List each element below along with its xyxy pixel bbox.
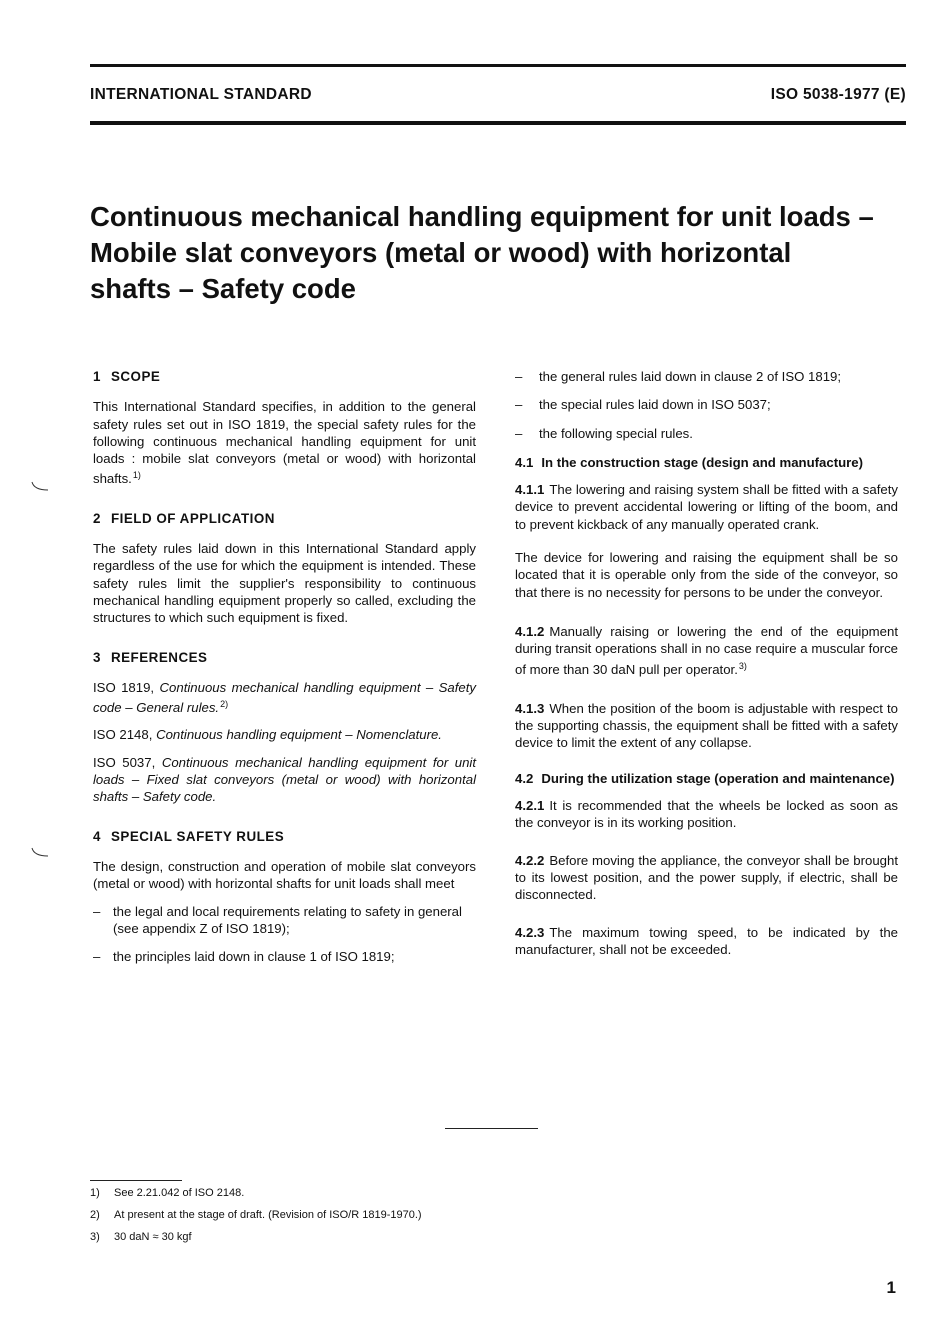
- footnote-text: 30 daN ≈ 30 kgf: [114, 1231, 192, 1243]
- clause-text: The lowering and raising system shall be fitted with a safety device to prevent accidental lowering or lifting of the boom, and to prevent kickback of any manually operated crank.: [515, 482, 898, 532]
- list-item: – the general rules laid down in clause 2 of ISO 1819;: [515, 368, 898, 385]
- section-title: REFERENCES: [110, 649, 208, 665]
- clause-number: 4.2.1: [515, 798, 545, 814]
- clause-text: It is recommended that the wheels be locked as soon as the conveyor is in its working position.: [515, 798, 898, 831]
- standard-number: ISO 5038-1977 (E): [770, 86, 906, 103]
- footnotes: [90, 1186, 422, 1252]
- clause-text: When the position of the boom is adjustable with respect to the supporting chassis, the equipment shall be fitted with a safety device to limit the extent of any collapse.: [515, 700, 898, 751]
- section-heading-field: [93, 510, 476, 527]
- clause-number: 4.2.2: [515, 852, 545, 868]
- clause-4-2-3: [515, 924, 898, 959]
- reference-title: Continuous mechanical handling equipment for unit loads – Fixed slat conveyors (metal or wood) with horizontal shafts – Safety code.: [93, 754, 477, 805]
- section-number: 1: [93, 369, 101, 384]
- section-heading-scope: [93, 368, 476, 385]
- subsection-title: During the utilization stage (operation and maintenance): [541, 770, 895, 786]
- list-item: – the special rules laid down in ISO 5037;: [515, 396, 898, 413]
- margin-mark: [30, 480, 50, 492]
- section-title: SPECIAL SAFETY RULES: [110, 828, 285, 844]
- clause-4-1-1: [515, 481, 898, 533]
- subsection-heading-utilization: [515, 770, 898, 787]
- end-separator: [445, 1128, 538, 1129]
- footnote-rule: [90, 1180, 182, 1181]
- section-heading-special: [93, 828, 476, 845]
- footnote-number: 2): [90, 1209, 100, 1221]
- footnote-text: At present at the stage of draft. (Revision of ISO/R 1819-1970.): [114, 1209, 422, 1221]
- page-number: 1: [886, 1278, 896, 1297]
- subsection-title: In the construction stage (design and manufacture): [541, 454, 864, 470]
- list-item: – the following special rules.: [515, 425, 898, 442]
- clause-text: Before moving the appliance, the conveyor shall be brought to its lowest position, and the power supply, if electric, shall be disconnected.: [515, 852, 898, 903]
- clause-number: 4.2.3: [515, 924, 545, 940]
- title-line-3: shafts – Safety code: [90, 273, 356, 304]
- footnote-number: 1): [90, 1187, 100, 1199]
- clause-number: 4.1.2: [515, 623, 545, 639]
- scope-text: This International Standard specifies, in addition to the general safety rules set out in ISO 1819, the special safety rules for the following continuous mechanical handling equipment for unit loads : mobile slat conveyors (metal or wood) with horizontal shafts.: [93, 399, 476, 487]
- title-line-1: Continuous mechanical handling equipment for unit loads –: [90, 201, 874, 232]
- field-paragraph: The safety rules laid down in this International Standard apply regardless of the use for which the equipment is intended. These safety rules limit the supplier's responsibility to continuous mechanical handling equipment properly so called, excluding the structures to which such equipment is fixed.: [93, 541, 476, 626]
- footnote: [90, 1208, 422, 1222]
- standard-type-label: INTERNATIONAL STANDARD: [90, 86, 312, 103]
- subsection-number: 4.1: [515, 454, 534, 470]
- document-title: [90, 199, 910, 307]
- top-rule: [90, 64, 906, 67]
- special-intro: The design, construction and operation of mobile slat conveyors (metal or wood) with horizontal shafts for unit loads shall meet: [93, 858, 476, 892]
- footnote-ref[interactable]: 1): [132, 470, 141, 481]
- section-title: FIELD OF APPLICATION: [110, 510, 275, 526]
- title-line-2: Mobile slat conveyors (metal or wood) with horizontal: [90, 237, 792, 268]
- section-heading-references: [93, 649, 476, 666]
- clause-4-2-2: [515, 852, 898, 904]
- footnote-ref[interactable]: 2): [220, 699, 229, 710]
- reference-title: Continuous handling equipment – Nomenclature.: [156, 727, 442, 743]
- section-number: 2: [93, 510, 101, 526]
- clause-number: 4.1.1: [515, 482, 545, 498]
- section-title: SCOPE: [110, 369, 161, 384]
- margin-mark: [30, 846, 50, 858]
- footnote-text: See 2.21.042 of ISO 2148.: [114, 1187, 245, 1199]
- clause-text: The maximum towing speed, to be indicated by the manufacturer, shall not be exceeded.: [515, 924, 898, 957]
- clause-4-2-1: [515, 797, 898, 832]
- clause-4-1-3: [515, 700, 898, 752]
- reference-item: [93, 726, 476, 743]
- section-number: 3: [93, 649, 101, 665]
- list-item: – the principles laid down in clause 1 of ISO 1819;: [93, 948, 476, 965]
- right-column: [515, 368, 898, 968]
- list-item: – the legal and local requirements relating to safety in general (see appendix Z of ISO 1819);: [93, 903, 476, 938]
- left-column: [93, 368, 476, 976]
- reference-item: [93, 679, 476, 717]
- reference-code: ISO 5037,: [93, 754, 156, 770]
- footnote-ref[interactable]: 3): [738, 660, 747, 671]
- reference-title: Continuous mechanical handling equipment – Safety code – General rules.: [93, 679, 476, 716]
- section-number: 4: [93, 828, 101, 844]
- clause-number: 4.1.3: [515, 700, 545, 716]
- clause-text: Manually raising or lowering the end of the equipment during transit operations shall in no case require a muscular force of more than 30 daN pull per operator.: [515, 623, 898, 677]
- header-rule: [90, 121, 906, 125]
- footnote: [90, 1186, 422, 1200]
- subsection-heading-construction: [515, 454, 898, 471]
- clause-4-1-2: [515, 623, 898, 678]
- reference-code: ISO 2148,: [93, 727, 153, 743]
- scope-paragraph: [93, 398, 476, 487]
- footnote: [90, 1230, 422, 1244]
- reference-code: ISO 1819,: [93, 679, 155, 695]
- clause-4-1-1-paragraph-2: The device for lowering and raising the equipment shall be so located that it is operable only from the side of the conveyor, so that there is no necessity for persons to be under the conveyor.: [515, 550, 898, 600]
- footnote-number: 3): [90, 1231, 100, 1243]
- subsection-number: 4.2: [515, 770, 534, 786]
- reference-item: [93, 754, 476, 806]
